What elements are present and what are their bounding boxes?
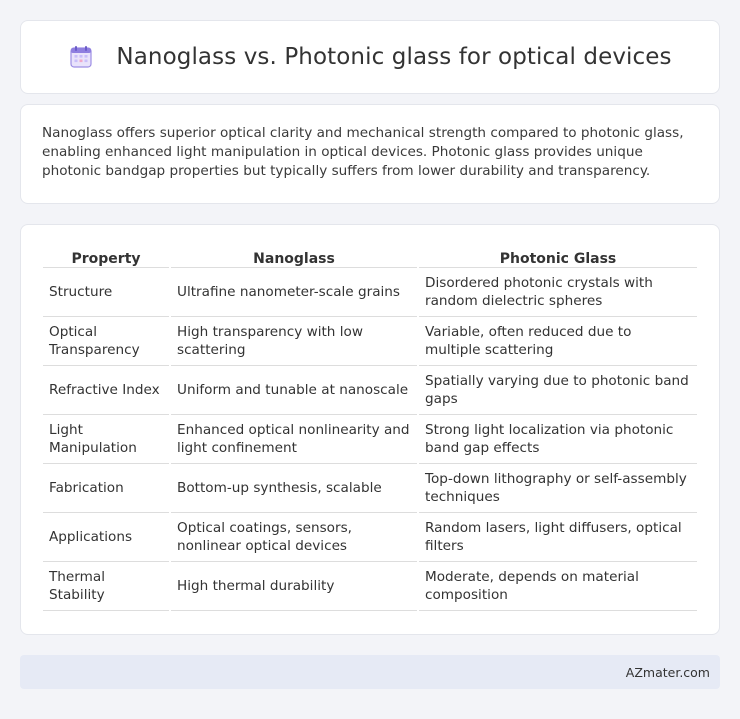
- cell-property: Light Manipulation: [43, 415, 169, 464]
- summary-text: Nanoglass offers superior optical clarity and mechanical strength compared to photonic glass, enabling enhanced light manipulation in optical devices. Photonic glass provides unique photonic bandgap properties but typically suffers from lower durability and transparency.: [42, 125, 684, 179]
- table-row: [43, 366, 697, 415]
- cell-property: Refractive Index: [43, 366, 169, 415]
- cell-property: Optical Transparency: [43, 317, 169, 366]
- table-row: [43, 464, 697, 513]
- cell-property: Structure: [43, 268, 169, 317]
- cell-property: Applications: [43, 513, 169, 562]
- table-row: [43, 562, 697, 611]
- title-card: [20, 20, 720, 94]
- summary-card: [20, 104, 720, 204]
- comparison-table: [41, 244, 699, 611]
- cell-nanoglass: Optical coatings, sensors, nonlinear optical devices: [171, 513, 417, 562]
- cell-photonic-glass: Disordered photonic crystals with random dielectric spheres: [419, 268, 697, 317]
- cell-nanoglass: Uniform and tunable at nanoscale: [171, 366, 417, 415]
- cell-photonic-glass: Strong light localization via photonic band gap effects: [419, 415, 697, 464]
- comparison-table-card: [20, 224, 720, 635]
- header-photonic-glass: Photonic Glass: [419, 244, 697, 268]
- cell-nanoglass: Ultrafine nanometer-scale grains: [171, 268, 417, 317]
- table-header-row: [43, 244, 697, 268]
- cell-photonic-glass: Variable, often reduced due to multiple scattering: [419, 317, 697, 366]
- header-nanoglass: Nanoglass: [171, 244, 417, 268]
- header-property: Property: [43, 244, 169, 268]
- footer-brand: AZmater.com: [625, 664, 710, 680]
- cell-property: Fabrication: [43, 464, 169, 513]
- page-title: Nanoglass vs. Photonic glass for optical devices: [116, 44, 672, 70]
- calendar-icon: [68, 44, 94, 70]
- table-row: [43, 268, 697, 317]
- cell-photonic-glass: Random lasers, light diffusers, optical filters: [419, 513, 697, 562]
- cell-property: Thermal Stability: [43, 562, 169, 611]
- cell-photonic-glass: Spatially varying due to photonic band gaps: [419, 366, 697, 415]
- cell-nanoglass: High thermal durability: [171, 562, 417, 611]
- cell-photonic-glass: Top-down lithography or self-assembly techniques: [419, 464, 697, 513]
- cell-nanoglass: Enhanced optical nonlinearity and light confinement: [171, 415, 417, 464]
- cell-photonic-glass: Moderate, depends on material composition: [419, 562, 697, 611]
- cell-nanoglass: High transparency with low scattering: [171, 317, 417, 366]
- cell-nanoglass: Bottom-up synthesis, scalable: [171, 464, 417, 513]
- table-row: [43, 317, 697, 366]
- table-row: [43, 513, 697, 562]
- table-row: [43, 415, 697, 464]
- footer-bar: [20, 655, 720, 689]
